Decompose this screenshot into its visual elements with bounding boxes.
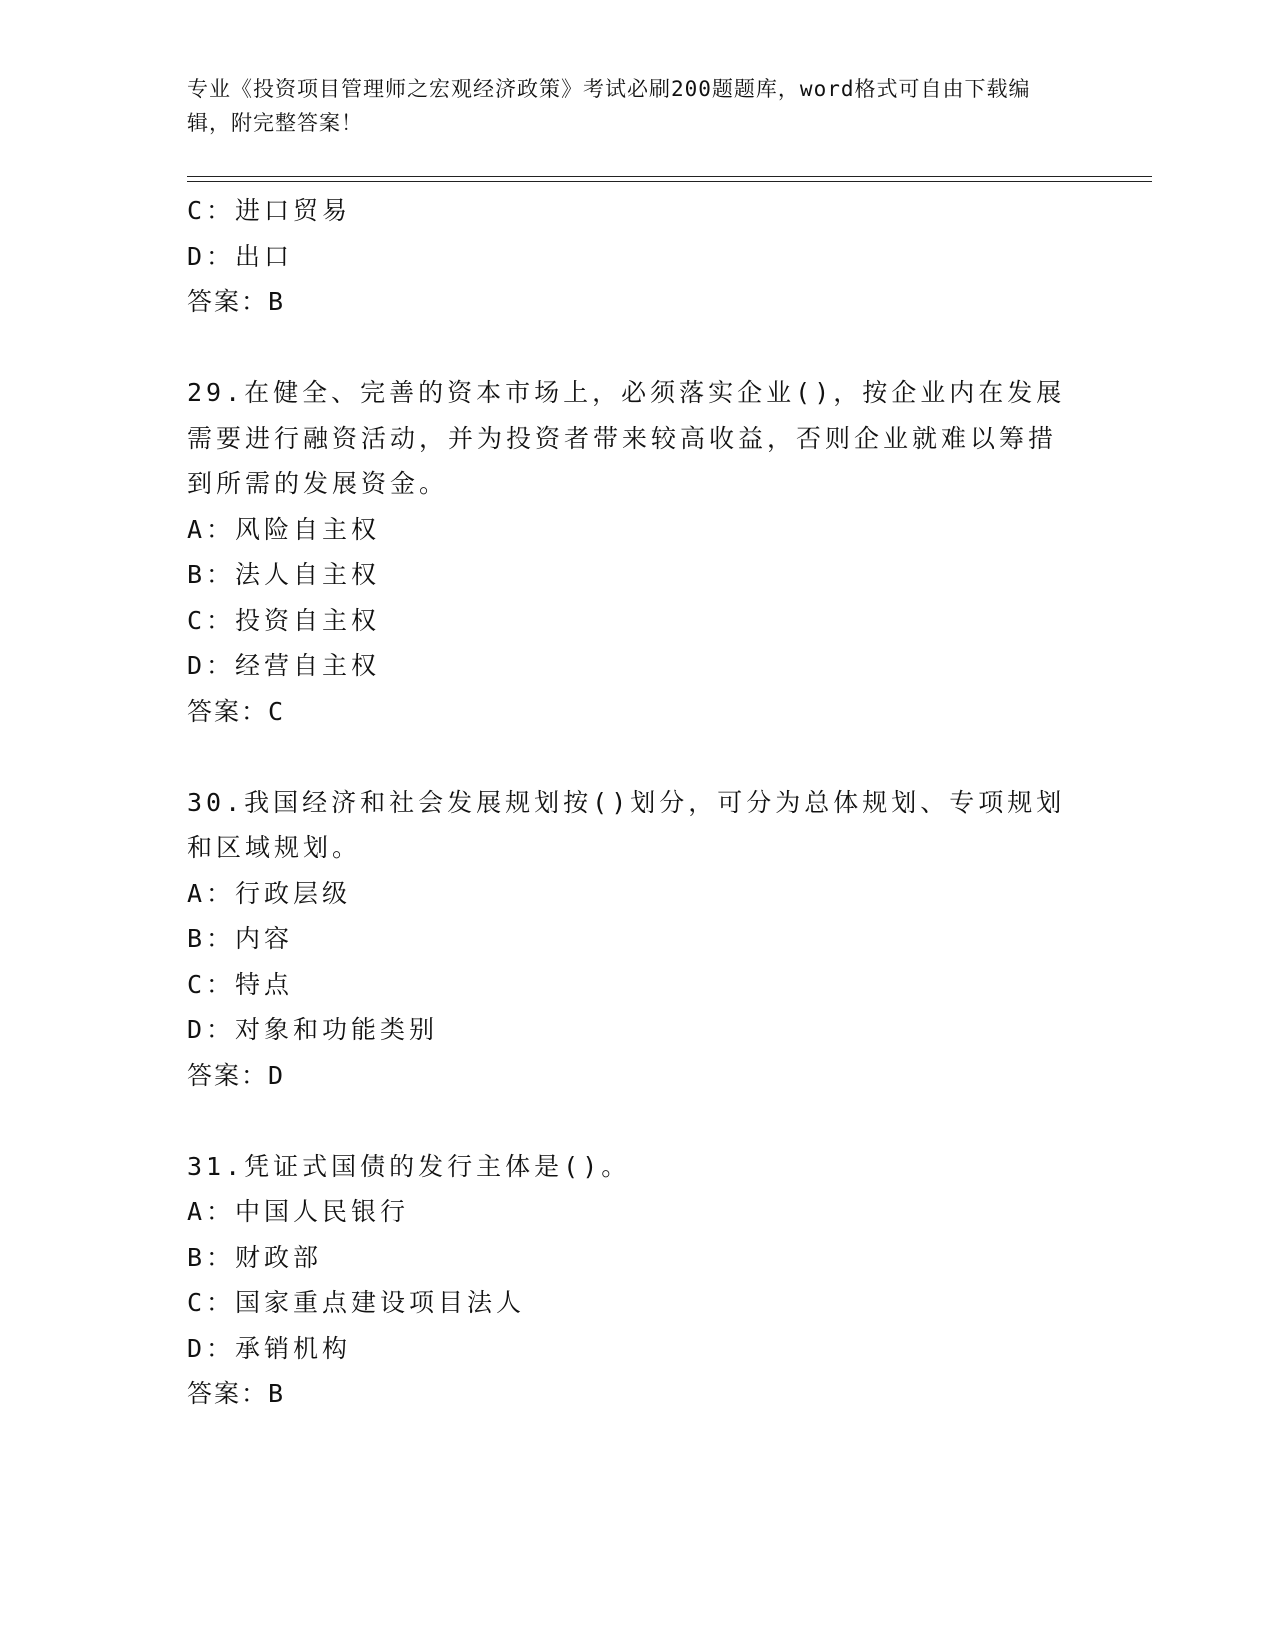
previous-question-fragment bbox=[187, 188, 1087, 325]
option-b: B：财政部 bbox=[187, 1242, 323, 1272]
header-divider-top bbox=[187, 176, 1152, 177]
question-text: 30.我国经济和社会发展规划按()划分，可分为总体规划、专项规划和区域规划。 bbox=[187, 787, 1066, 862]
question-block bbox=[187, 370, 1087, 734]
answer-line: 答案：C bbox=[187, 696, 286, 726]
option-a: A：风险自主权 bbox=[187, 514, 381, 544]
answer-line: 答案：B bbox=[187, 1379, 286, 1408]
option-c: C：进口贸易 bbox=[187, 196, 352, 225]
question-block bbox=[187, 780, 1087, 1099]
question-text: 31.凭证式国债的发行主体是()。 bbox=[187, 1151, 631, 1181]
spacer bbox=[187, 325, 1087, 371]
question-text: 29.在健全、完善的资本市场上，必须落实企业()，按企业内在发展需要进行融资活动，并为投资者带来较高收益，否则企业就难以筹措到所需的发展资金。 bbox=[187, 378, 1066, 498]
header-divider-bottom bbox=[187, 181, 1152, 182]
option-c: C：投资自主权 bbox=[187, 605, 381, 635]
question-content bbox=[187, 188, 1087, 1417]
answer-line: 答案：D bbox=[187, 1060, 286, 1090]
option-d: D：承销机构 bbox=[187, 1333, 352, 1363]
option-c: C：特点 bbox=[187, 969, 294, 999]
option-b: B：法人自主权 bbox=[187, 560, 381, 589]
option-a: A：行政层级 bbox=[187, 878, 352, 908]
answer-line: 答案：B bbox=[187, 287, 286, 316]
question-block bbox=[187, 1144, 1087, 1417]
option-a: A：中国人民银行 bbox=[187, 1197, 410, 1226]
spacer bbox=[187, 734, 1087, 780]
spacer bbox=[187, 1098, 1087, 1144]
option-d: D：出口 bbox=[187, 241, 294, 271]
option-d: D：经营自主权 bbox=[187, 651, 381, 680]
option-d: D：对象和功能类别 bbox=[187, 1015, 439, 1044]
document-header: 专业《投资项目管理师之宏观经济政策》考试必刷200题题库，word格式可自由下载编辑，附完整答案！ bbox=[187, 77, 1031, 135]
option-b: B：内容 bbox=[187, 924, 294, 953]
option-c: C：国家重点建设项目法人 bbox=[187, 1288, 526, 1317]
